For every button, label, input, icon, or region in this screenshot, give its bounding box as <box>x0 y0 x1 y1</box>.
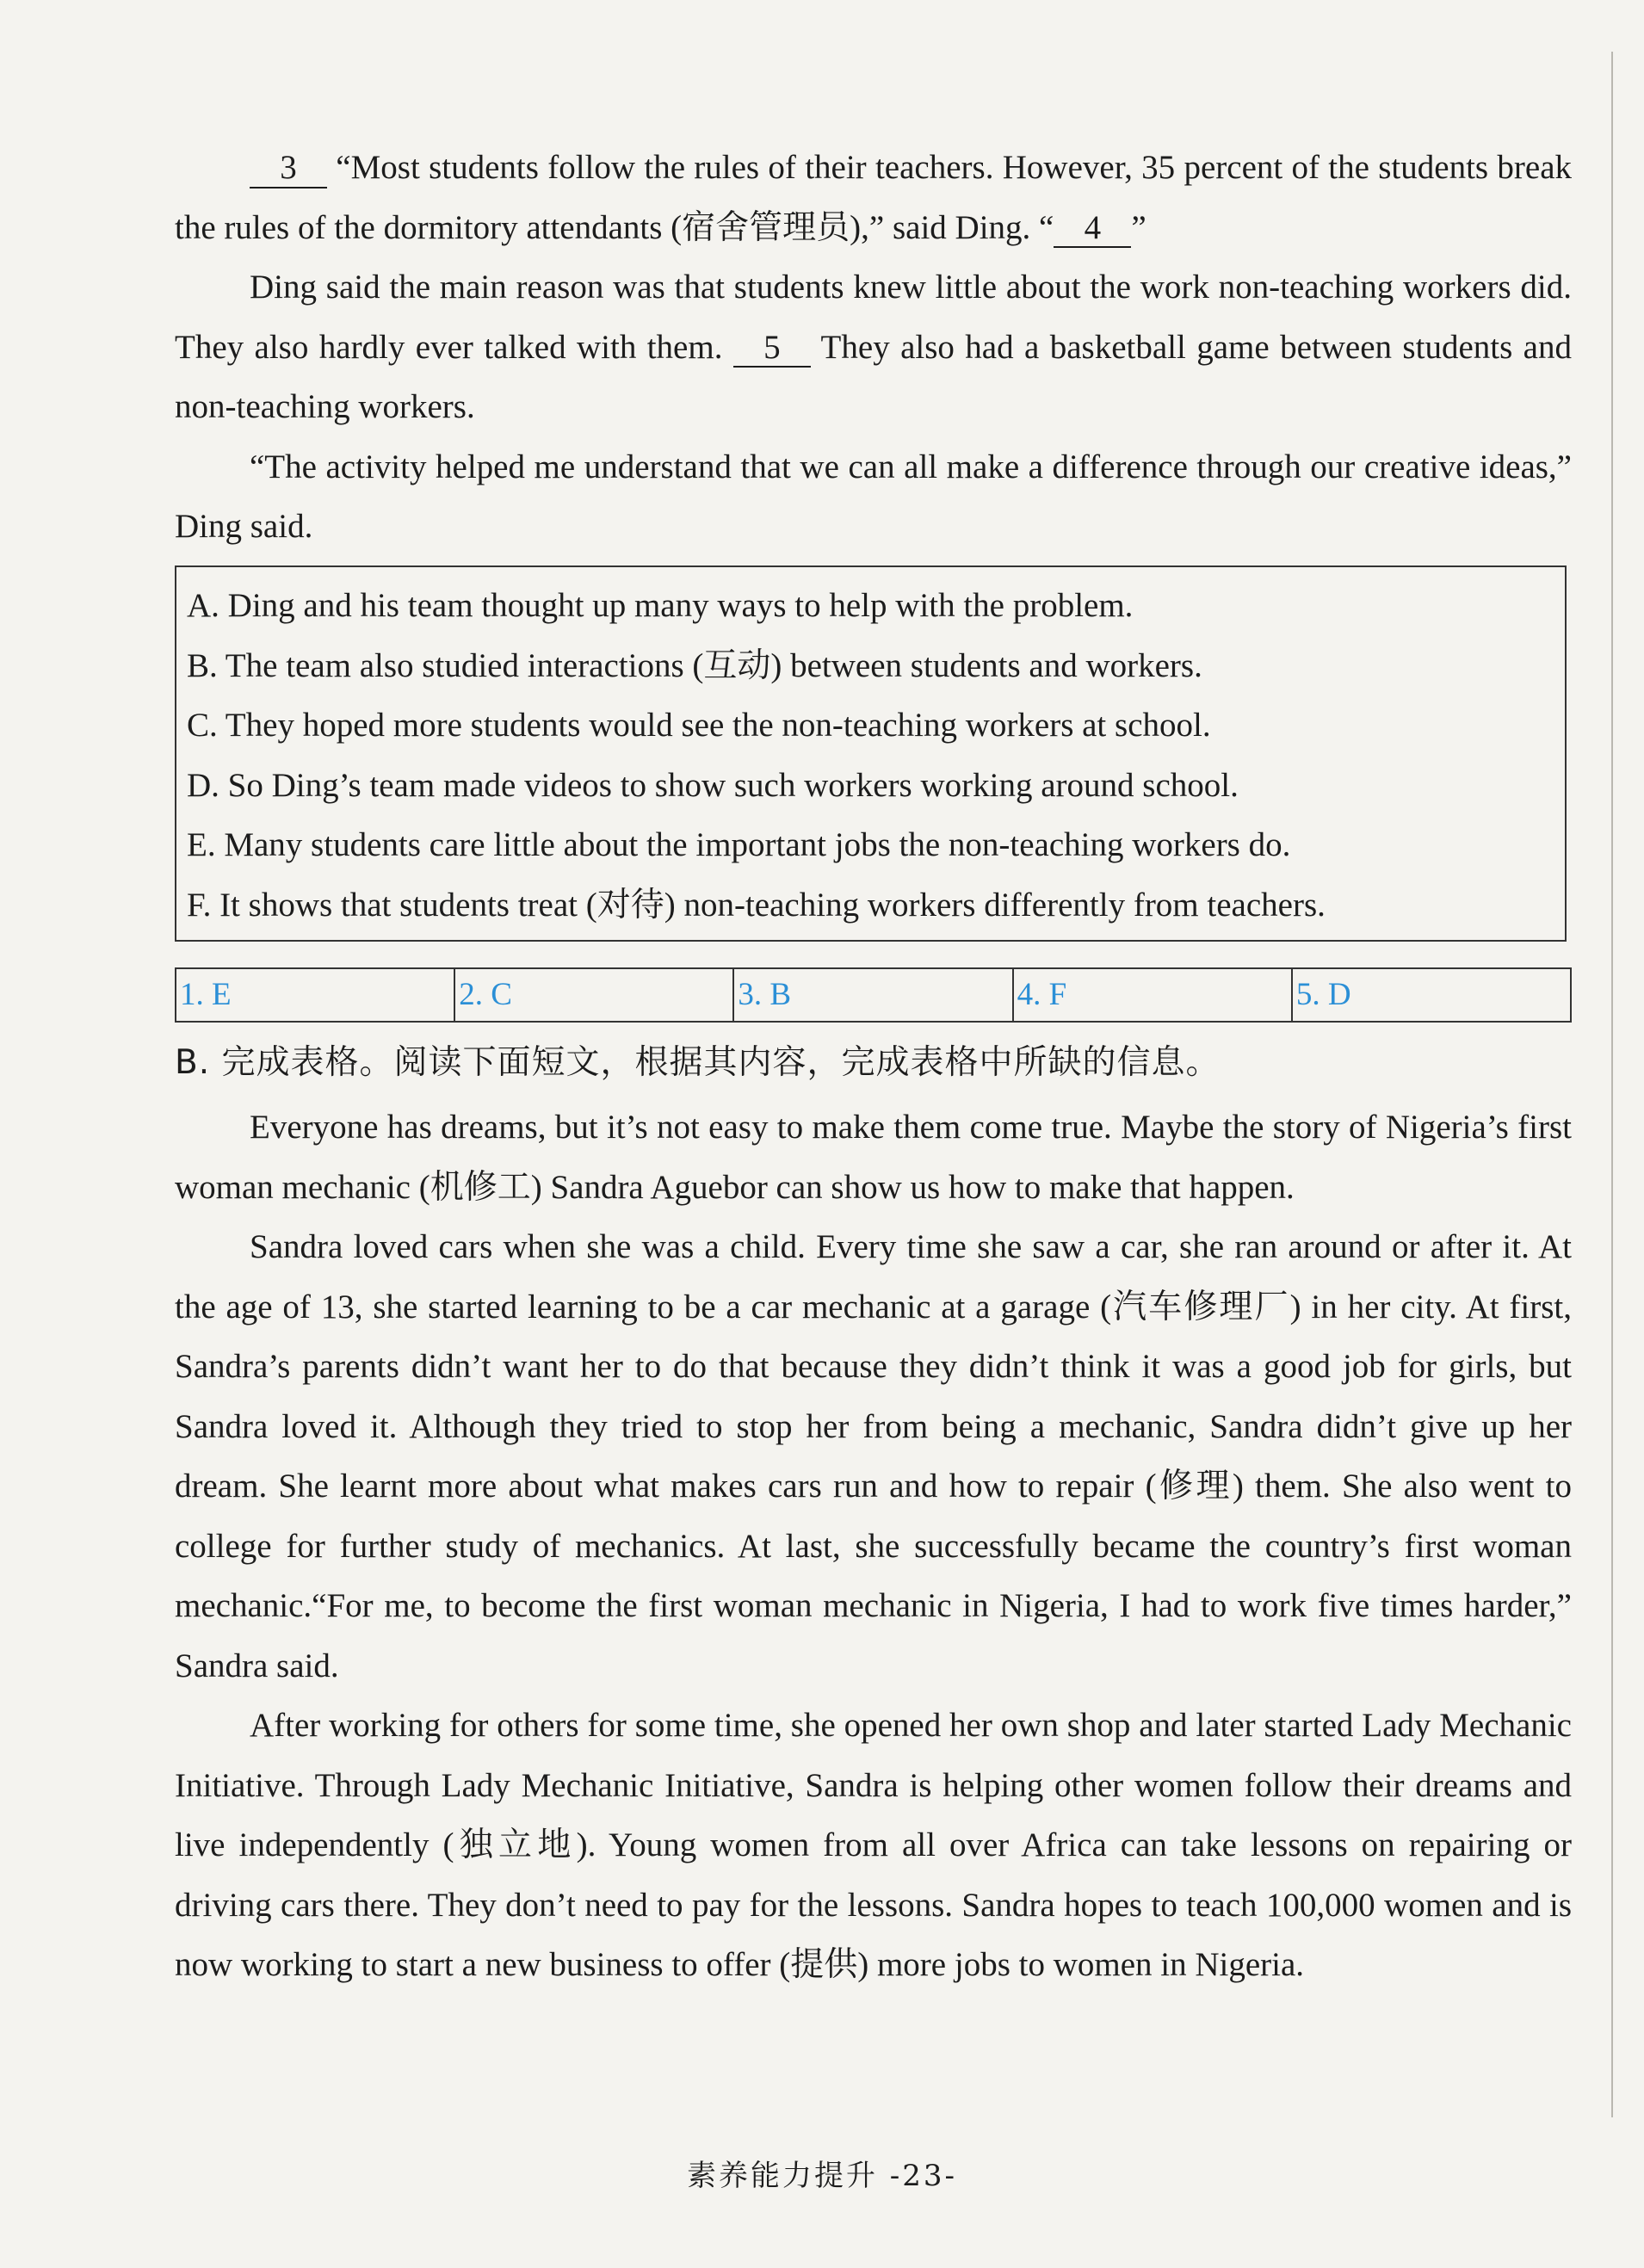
answer-cell: 1. E <box>176 969 455 1021</box>
blank-3: 3 <box>250 150 327 188</box>
passage-a-paragraph-3: “The activity helped me understand that we can all make a difference through our creative ideas,” Ding said. <box>175 448 1572 545</box>
answer-table <box>175 967 1572 1023</box>
passage-a-paragraph-1 <box>175 138 1572 257</box>
blank-4: 4 <box>1054 210 1131 249</box>
passage-a-text: Ding said the main reason was that students knew little about the work non-teaching workers did. They also hardly ever talked with them. <box>175 269 1572 366</box>
passage-a-text: “Most students follow the rules of their teachers. However, 35 percent of the students break the rules of the dormitory attendants (宿舍管理员),” said Ding. “ <box>175 149 1572 246</box>
passage-b <box>175 1097 1572 1995</box>
passage-a-text: ” <box>1131 208 1146 246</box>
option-c: C. They hoped more students would see the non-teaching workers at school. <box>187 707 1211 744</box>
passage-b-paragraph-1: Everyone has dreams, but it’s not easy to make them come true. Maybe the story of Nigeria’s first woman mechanic (机修工) Sandra Aguebor can show us how to make that happen. <box>175 1109 1572 1206</box>
section-b-heading: B. 完成表格。阅读下面短文，根据其内容，完成表格中所缺的信息。 <box>175 1043 1221 1082</box>
passage-b-paragraph-2: Sandra loved cars when she was a child. Every time she saw a car, she ran around or after it. At the age of 13, she started learning to be a car mechanic at a garage (汽车修理厂) in her city. At first, Sandra’s parents didn’t want her to do that because they didn’t think it was a good job for girls, but Sandra loved it. Although they tried to stop her from being a mechanic, Sandra didn’t give up her dream. She learnt more about what makes cars run and how to repair (修理) them. She also went to college for further study of mechanics. At last, she successfully became the country’s first woman mechanic.“For me, to become the first woman mechanic in Nigeria, I had to work five times harder,” Sandra said. <box>175 1228 1572 1684</box>
option-b: B. The team also studied interactions (互动) between students and workers. <box>187 646 1202 684</box>
passage-a-paragraph-2 <box>175 257 1572 437</box>
answer-cell: 3. B <box>734 969 1013 1021</box>
answer-cell: 4. F <box>1014 969 1293 1021</box>
blank-5: 5 <box>733 330 811 368</box>
passage-a-text: They also had a basketball game between students and non-teaching workers. <box>175 328 1572 425</box>
option-f: F. It shows that students treat (对待) non-teaching workers differently from teachers. <box>187 886 1326 924</box>
option-d: D. So Ding’s team made videos to show such workers working around school. <box>187 766 1239 804</box>
options-box <box>175 565 1567 942</box>
page-edge-line <box>1611 52 1613 2117</box>
answer-cell: 2. C <box>455 969 734 1021</box>
page-footer: 素养能力提升 -23- <box>686 2159 958 2193</box>
answer-cell: 5. D <box>1295 977 1351 1012</box>
option-a: A. Ding and his team thought up many ways to help with the problem. <box>187 587 1134 624</box>
option-e: E. Many students care little about the important jobs the non-teaching workers do. <box>187 826 1291 863</box>
passage-b-paragraph-3: After working for others for some time, she opened her own shop and later started Lady Mechanic Initiative. Through Lady Mechanic Initiative, Sandra is helping other women follow their dreams and live independently (独立地). Young women from all over Africa can take lessons on repairing or driving cars there. They don’t need to pay for the lessons. Sandra hopes to teach 100,000 women and is now working to start a new business to offer (提供) more jobs to women in Nigeria. <box>175 1707 1572 1983</box>
passage-a <box>175 138 1572 557</box>
